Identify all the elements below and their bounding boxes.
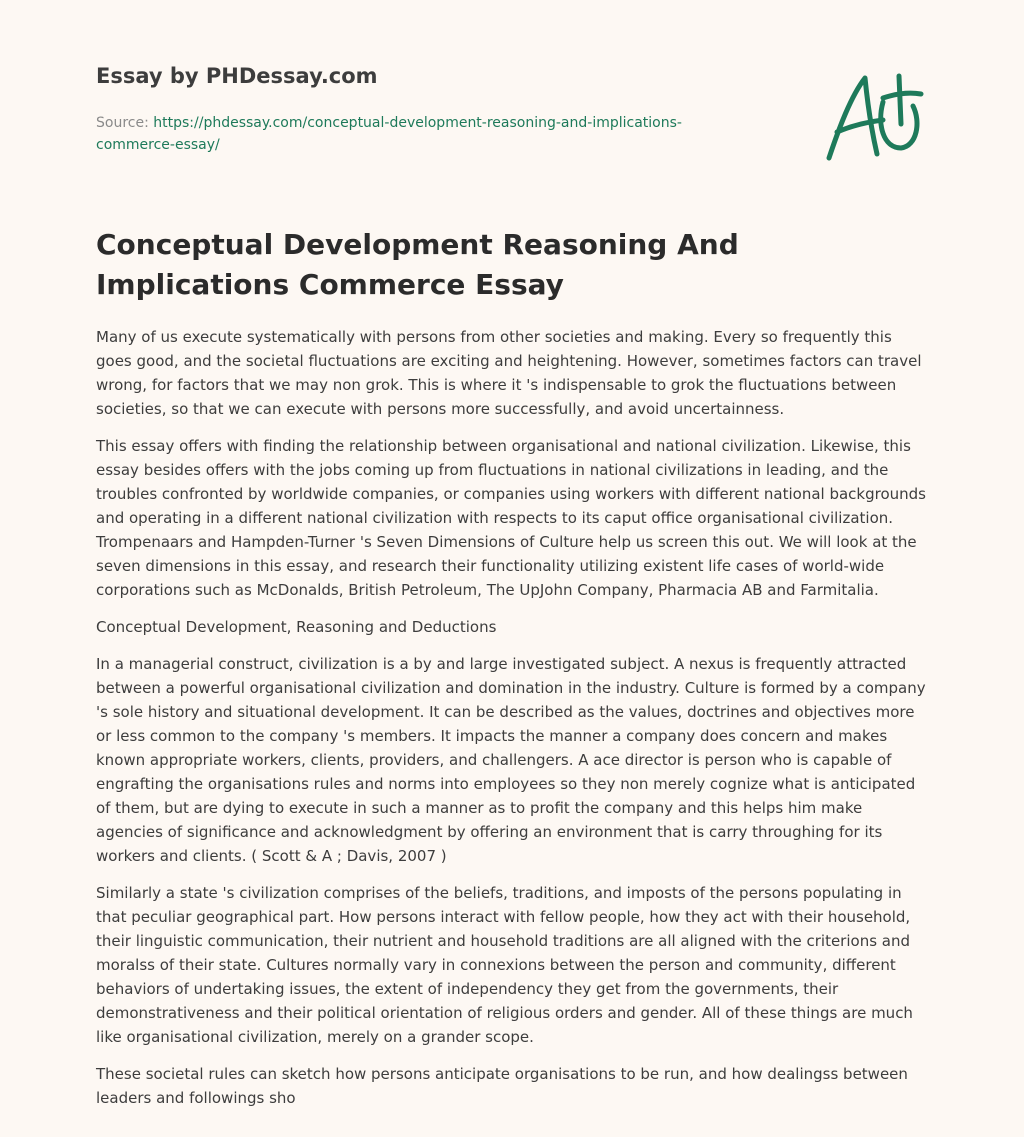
section-heading: Conceptual Development, Reasoning and Deductions (96, 618, 497, 636)
site-brand: Essay by PHDessay.com (96, 64, 378, 88)
paragraph: Similarly a state 's civilization comprises of the beliefs, traditions, and imposts of the persons populating in that peculiar geographical part. How persons interact with fellow people, how they act with their household, their linguistic communication, their nutrient and household traditions are all aligned with the criterions and moralss of their state. Cultures normally vary in connexions between the person and community, different behaviors of undertaking issues, the extent of independency they get from the governments, their demonstrativeness and their political orientation of religious orders and gender. All of these things are much like organisational civilization, merely on a grander scope. (96, 884, 913, 1046)
paragraph: This essay offers with finding the relationship between organisational and national civilization. Likewise, this essay besides offers with the jobs coming up from fluctuations in national civilizations in leading, and the troubles confronted by worldwide companies, or companies using workers with different national backgrounds and operating in a different national civilization with respects to its caput office organisational civilization. Trompenaars and Hampden-Turner 's Seven Dimensions of Culture help us screen this out. We will look at the seven dimensions in this essay, and research their functionality utilizing existent life cases of world-wide corporations such as McDonalds, British Petroleum, The UpJohn Company, Pharmacia AB and Farmitalia. (96, 437, 926, 599)
essay-body (96, 325, 932, 1123)
source-link[interactable]: https://phdessay.com/conceptual-development-reasoning-and-implications-commerce-essay/ (96, 115, 682, 153)
source-line (96, 112, 736, 156)
paragraph: Many of us execute systematically with persons from other societies and making. Every so frequently this goes good, and the societal fluctuations are exciting and heightening. However, sometimes factors can travel wrong, for factors that we may non grok. This is where it 's indispensable to grok the fluctuations between societies, so that we can execute with persons more successfully, and avoid uncertainness. (96, 328, 922, 418)
paragraph: In a managerial construct, civilization is a by and large investigated subject. A nexus is frequently attracted between a powerful organisational civilization and domination in the industry. Culture is formed by a company 's sole history and situational development. It can be described as the values, doctrines and objectives more or less common to the company 's members. It impacts the manner a company does concern and makes known appropriate workers, clients, providers, and challengers. A ace director is person who is capable of engrafting the organisations rules and norms into employees so they non merely cognize what is anticipated of them, but are dying to execute in such a manner as to profit the company and this helps him make agencies of significance and acknowledgment by offering an environment that is carry throughing for its workers and clients. ( Scott & A ; Davis, 2007 ) (96, 655, 926, 865)
a-plus-grade-icon (821, 66, 931, 166)
paragraph: These societal rules can sketch how persons anticipate organisations to be run, and how dealingss between leaders and followings sho (96, 1065, 908, 1107)
source-label: Source: (96, 115, 149, 131)
essay-title: Conceptual Development Reasoning And Implications Commerce Essay (96, 228, 739, 301)
